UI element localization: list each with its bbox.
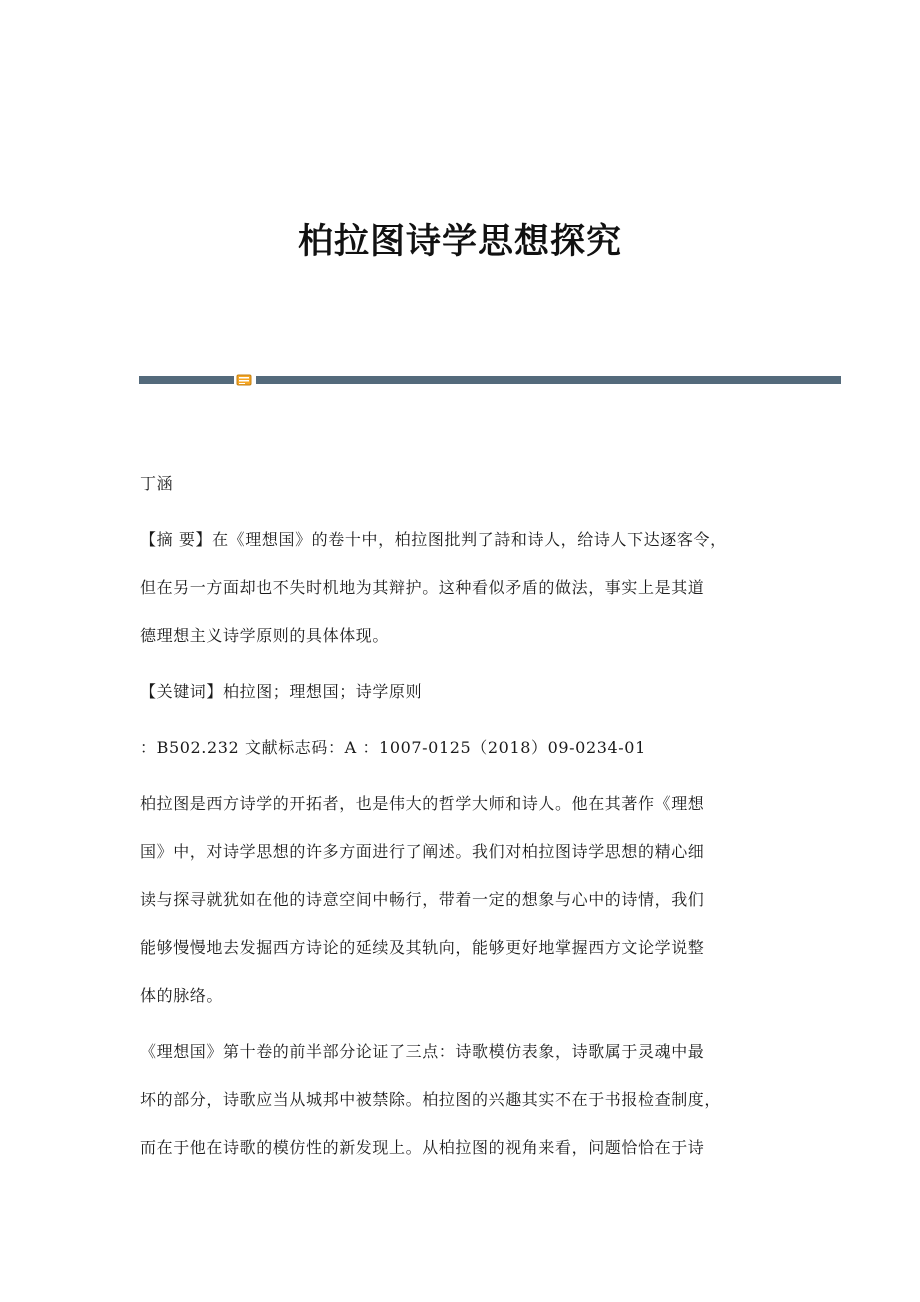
divider-bar-left	[139, 376, 234, 384]
title-divider	[139, 374, 841, 386]
abstract-line: 德理想主义诗学原则的具体体现。	[140, 626, 390, 645]
paragraph-line: 体的脉络。	[140, 986, 224, 1005]
paragraph-line: 而在于他在诗歌的模仿性的新发现上。从柏拉图的视角来看，问题恰恰在于诗	[140, 1138, 705, 1157]
paragraph-line: 国》中，对诗学思想的许多方面进行了阐述。我们对柏拉图诗学思想的精心细	[140, 842, 705, 861]
keywords-line: 【关键词】柏拉图；理想国；诗学原则	[140, 682, 423, 701]
author-name: 丁涵	[140, 474, 174, 493]
paragraph-line: 《理想国》第十卷的前半部分论证了三点：诗歌模仿表象，诗歌属于灵魂中最	[140, 1042, 705, 1061]
paragraph-line: 坏的部分，诗歌应当从城邦中被禁除。柏拉图的兴趣其实不在于书报检查制度，	[140, 1090, 722, 1109]
paragraph-line: 柏拉图是西方诗学的开拓者，也是伟大的哲学大师和诗人。他在其著作《理想	[140, 794, 705, 813]
book-ornament-icon	[236, 374, 252, 386]
paragraph-line: 能够慢慢地去发掘西方诗论的延续及其轨向，能够更好地掌握西方文论学说整	[140, 938, 705, 957]
abstract-line: 【摘 要】在《理想国》的卷十中，柏拉图批判了詩和诗人，给诗人下达逐客令，	[140, 530, 727, 549]
page-title: 柏拉图诗学思想探究	[297, 221, 622, 262]
classification-line: ：B502.232 文献标志码：A ：1007-0125（2018）09-0234-01	[140, 738, 646, 757]
abstract-line: 但在另一方面却也不失时机地为其辩护。这种看似矛盾的做法，事实上是其道	[140, 578, 705, 597]
divider-bar-right	[256, 376, 841, 384]
paragraph-line: 读与探寻就犹如在他的诗意空间中畅行，带着一定的想象与心中的诗情，我们	[140, 890, 705, 909]
